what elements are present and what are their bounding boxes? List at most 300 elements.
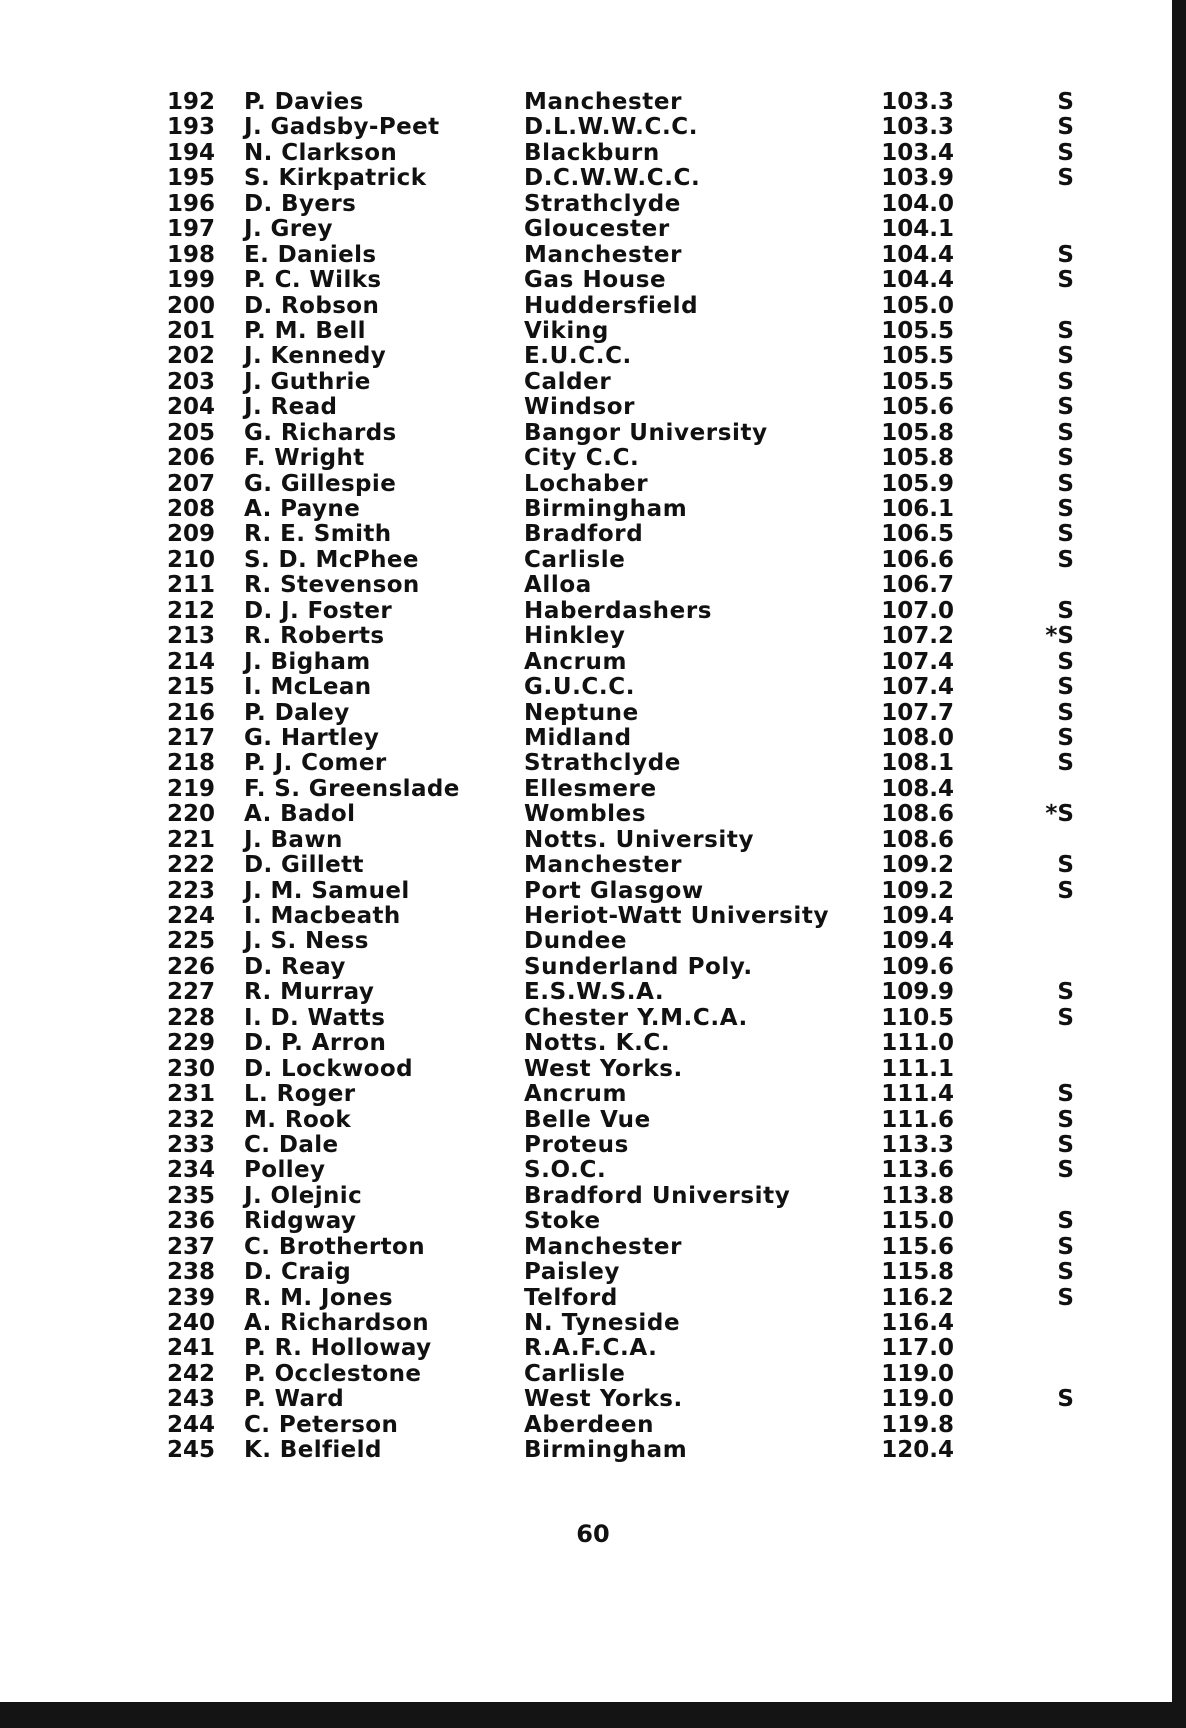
position-number: 205 (166, 419, 215, 446)
result-row (160, 1184, 1090, 1209)
result-time: 108.1 (881, 750, 954, 777)
result-mark: S (1057, 267, 1074, 294)
result-row (160, 929, 1090, 954)
competitor-name: D. Robson (244, 292, 380, 319)
result-row (160, 1362, 1090, 1387)
position-number: 192 (166, 89, 215, 115)
result-mark: S (1057, 165, 1074, 192)
result-time: 103.3 (881, 114, 954, 141)
position-number: 239 (166, 1284, 215, 1311)
result-time: 104.4 (881, 241, 954, 268)
result-mark: S (1057, 419, 1074, 446)
result-mark: S (1057, 114, 1074, 141)
result-row (160, 548, 1090, 573)
result-time: 103.4 (881, 139, 954, 166)
competitor-name: J. M. Samuel (244, 877, 410, 904)
competitor-name: C. Peterson (244, 1411, 399, 1438)
club-name: Dundee (524, 928, 628, 955)
result-row (160, 192, 1090, 217)
result-row (160, 777, 1090, 802)
club-name: Belle Vue (524, 1106, 651, 1133)
competitor-name: P. Daley (244, 699, 350, 726)
position-number: 241 (166, 1335, 215, 1362)
result-time: 113.8 (881, 1182, 954, 1209)
result-row (160, 1057, 1090, 1082)
result-mark: S (1057, 1157, 1074, 1184)
result-row (160, 1235, 1090, 1260)
result-row (160, 344, 1090, 369)
result-time: 105.0 (881, 292, 954, 319)
club-name: Proteus (524, 1131, 629, 1158)
competitor-name: J. Kennedy (244, 343, 387, 370)
result-time: 109.4 (881, 928, 954, 955)
position-number: 238 (166, 1259, 215, 1286)
result-row (160, 751, 1090, 776)
club-name: Viking (524, 317, 609, 344)
result-mark: S (1057, 368, 1074, 395)
result-row (160, 522, 1090, 547)
result-mark: S (1057, 648, 1074, 675)
result-row (160, 446, 1090, 471)
competitor-name: L. Roger (244, 1081, 356, 1108)
club-name: D.L.W.W.C.C. (524, 114, 699, 141)
club-name: Notts. University (524, 826, 755, 853)
result-row (160, 1311, 1090, 1336)
result-row (160, 1413, 1090, 1438)
position-number: 228 (166, 1004, 215, 1031)
result-mark: S (1057, 1106, 1074, 1133)
result-mark: S (1057, 674, 1074, 701)
result-row (160, 675, 1090, 700)
position-number: 199 (166, 267, 215, 294)
result-time: 116.2 (881, 1284, 954, 1311)
competitor-name: Ridgway (244, 1208, 357, 1235)
result-time: 105.9 (881, 470, 954, 497)
result-row (160, 294, 1090, 319)
club-name: Manchester (524, 89, 683, 115)
result-mark: S (1057, 1208, 1074, 1235)
competitor-name: M. Rook (244, 1106, 352, 1133)
position-number: 244 (166, 1411, 215, 1438)
result-row (160, 980, 1090, 1005)
club-name: Stoke (524, 1208, 601, 1235)
position-number: 231 (166, 1081, 215, 1108)
result-time: 104.0 (881, 190, 954, 217)
competitor-name: K. Belfield (244, 1437, 382, 1464)
club-name: Huddersfield (524, 292, 699, 319)
competitor-name: Polley (244, 1157, 326, 1184)
result-time: 103.9 (881, 165, 954, 192)
position-number: 225 (166, 928, 215, 955)
position-number: 232 (166, 1106, 215, 1133)
club-name: Birmingham (524, 496, 688, 522)
competitor-name: J. Bawn (244, 826, 343, 853)
competitor-name: D. Byers (244, 190, 357, 217)
club-name: N. Tyneside (524, 1310, 681, 1336)
competitor-name: E. Daniels (244, 241, 377, 268)
club-name: E.U.C.C. (524, 343, 632, 370)
result-row (160, 828, 1090, 853)
position-number: 235 (166, 1182, 215, 1209)
club-name: Blackburn (524, 139, 660, 166)
position-number: 218 (166, 750, 215, 777)
result-time: 105.5 (881, 343, 954, 370)
result-row (160, 421, 1090, 446)
scan-edge-bottom (0, 1702, 1186, 1728)
result-time: 108.6 (881, 801, 954, 828)
result-time: 119.0 (881, 1360, 954, 1387)
club-name: Midland (524, 724, 632, 751)
position-number: 202 (166, 343, 215, 370)
competitor-name: G. Richards (244, 419, 397, 446)
result-row (160, 1108, 1090, 1133)
club-name: Birmingham (524, 1437, 688, 1464)
position-number: 234 (166, 1157, 215, 1184)
position-number: 213 (166, 623, 215, 650)
club-name: Windsor (524, 394, 636, 421)
club-name: R.A.F.C.A. (524, 1335, 658, 1362)
position-number: 193 (166, 114, 215, 141)
result-time: 106.7 (881, 572, 954, 599)
results-list (160, 90, 1090, 1464)
result-mark: S (1057, 877, 1074, 904)
competitor-name: D. Lockwood (244, 1055, 413, 1082)
result-row (160, 1209, 1090, 1234)
result-time: 115.8 (881, 1259, 954, 1286)
position-number: 198 (166, 241, 215, 268)
result-row (160, 726, 1090, 751)
result-row (160, 1438, 1090, 1463)
competitor-name: D. Reay (244, 953, 346, 980)
result-mark: S (1057, 470, 1074, 497)
club-name: City C.C. (524, 445, 640, 472)
club-name: G.U.C.C. (524, 674, 636, 701)
club-name: Carlisle (524, 546, 626, 573)
result-time: 113.3 (881, 1131, 954, 1158)
position-number: 227 (166, 979, 215, 1006)
competitor-name: S. Kirkpatrick (244, 165, 427, 192)
result-time: 105.5 (881, 317, 954, 344)
club-name: D.C.W.W.C.C. (524, 165, 701, 192)
position-number: 216 (166, 699, 215, 726)
result-row (160, 1158, 1090, 1183)
position-number: 206 (166, 445, 215, 472)
result-mark: S (1057, 89, 1074, 115)
club-name: Heriot-Watt University (524, 903, 830, 929)
result-row (160, 853, 1090, 878)
result-row (160, 141, 1090, 166)
result-row (160, 497, 1090, 522)
position-number: 215 (166, 674, 215, 701)
competitor-name: J. Gadsby-Peet (244, 114, 440, 141)
position-number: 203 (166, 368, 215, 395)
result-time: 117.0 (881, 1335, 954, 1362)
position-number: 243 (166, 1386, 215, 1413)
competitor-name: A. Badol (244, 801, 356, 828)
result-time: 107.4 (881, 674, 954, 701)
result-row (160, 217, 1090, 242)
result-mark: S (1057, 750, 1074, 777)
competitor-name: C. Brotherton (244, 1233, 425, 1260)
position-number: 240 (166, 1310, 215, 1336)
result-row (160, 573, 1090, 598)
club-name: Bangor University (524, 419, 768, 446)
result-row (160, 115, 1090, 140)
position-number: 223 (166, 877, 215, 904)
result-mark: S (1057, 699, 1074, 726)
position-number: 222 (166, 852, 215, 879)
position-number: 194 (166, 139, 215, 166)
position-number: 214 (166, 648, 215, 675)
position-number: 221 (166, 826, 215, 853)
result-row (160, 955, 1090, 980)
result-mark: S (1057, 1284, 1074, 1311)
competitor-name: R. Murray (244, 979, 375, 1006)
club-name: Ellesmere (524, 775, 657, 802)
result-mark: S (1057, 724, 1074, 751)
competitor-name: D. P. Arron (244, 1030, 387, 1057)
result-row (160, 879, 1090, 904)
club-name: Paisley (524, 1259, 621, 1286)
club-name: Bradford University (524, 1182, 791, 1209)
competitor-name: P. C. Wilks (244, 267, 382, 294)
club-name: Gas House (524, 267, 667, 294)
result-mark: *S (1045, 801, 1074, 828)
result-mark: S (1057, 343, 1074, 370)
competitor-name: P. R. Holloway (244, 1335, 432, 1362)
position-number: 204 (166, 394, 215, 421)
result-mark: S (1057, 1386, 1074, 1413)
club-name: Hinkley (524, 623, 626, 650)
position-number: 217 (166, 724, 215, 751)
position-number: 212 (166, 597, 215, 624)
competitor-name: A. Richardson (244, 1310, 429, 1336)
competitor-name: G. Hartley (244, 724, 380, 751)
position-number: 207 (166, 470, 215, 497)
result-mark: S (1057, 241, 1074, 268)
position-number: 230 (166, 1055, 215, 1082)
result-row (160, 370, 1090, 395)
club-name: Neptune (524, 699, 639, 726)
result-mark: S (1057, 546, 1074, 573)
competitor-name: R. Stevenson (244, 572, 420, 599)
result-mark: S (1057, 852, 1074, 879)
club-name: Manchester (524, 1233, 683, 1260)
result-row (160, 268, 1090, 293)
club-name: Strathclyde (524, 190, 681, 217)
result-time: 109.9 (881, 979, 954, 1006)
competitor-name: R. M. Jones (244, 1284, 393, 1311)
result-row (160, 1006, 1090, 1031)
position-number: 220 (166, 801, 215, 828)
position-number: 197 (166, 216, 215, 243)
result-row (160, 1260, 1090, 1285)
club-name: Telford (524, 1284, 618, 1311)
club-name: Manchester (524, 241, 683, 268)
competitor-name: I. McLean (244, 674, 372, 701)
club-name: Wombles (524, 801, 647, 828)
club-name: Manchester (524, 852, 683, 879)
result-mark: S (1057, 394, 1074, 421)
result-time: 111.4 (881, 1081, 954, 1108)
result-row (160, 1387, 1090, 1412)
position-number: 201 (166, 317, 215, 344)
club-name: Alloa (524, 572, 592, 599)
result-row (160, 472, 1090, 497)
result-row (160, 624, 1090, 649)
club-name: S.O.C. (524, 1157, 607, 1184)
result-time: 113.6 (881, 1157, 954, 1184)
position-number: 245 (166, 1437, 215, 1464)
position-number: 209 (166, 521, 215, 548)
result-time: 104.1 (881, 216, 954, 243)
result-time: 120.4 (881, 1437, 954, 1464)
competitor-name: S. D. McPhee (244, 546, 419, 573)
competitor-name: R. Roberts (244, 623, 385, 650)
position-number: 229 (166, 1030, 215, 1057)
club-name: West Yorks. (524, 1386, 683, 1413)
result-time: 103.3 (881, 89, 954, 115)
result-mark: S (1057, 521, 1074, 548)
result-row (160, 1082, 1090, 1107)
competitor-name: I. Macbeath (244, 903, 401, 929)
competitor-name: J. S. Ness (244, 928, 369, 955)
competitor-name: P. Davies (244, 89, 364, 115)
result-mark: S (1057, 139, 1074, 166)
club-name: Haberdashers (524, 597, 713, 624)
position-number: 233 (166, 1131, 215, 1158)
result-time: 110.5 (881, 1004, 954, 1031)
position-number: 224 (166, 903, 215, 929)
position-number: 208 (166, 496, 215, 522)
result-row (160, 1286, 1090, 1311)
competitor-name: I. D. Watts (244, 1004, 386, 1031)
result-mark: S (1057, 1081, 1074, 1108)
result-row (160, 1133, 1090, 1158)
position-number: 211 (166, 572, 215, 599)
result-time: 109.6 (881, 953, 954, 980)
position-number: 210 (166, 546, 215, 573)
result-time: 105.8 (881, 445, 954, 472)
result-row (160, 802, 1090, 827)
club-name: Notts. K.C. (524, 1030, 671, 1057)
result-row (160, 1336, 1090, 1361)
position-number: 237 (166, 1233, 215, 1260)
result-time: 106.1 (881, 496, 954, 522)
competitor-name: J. Grey (244, 216, 333, 243)
result-mark: S (1057, 445, 1074, 472)
result-row (160, 599, 1090, 624)
club-name: E.S.W.S.A. (524, 979, 665, 1006)
position-number: 242 (166, 1360, 215, 1387)
result-time: 109.4 (881, 903, 954, 929)
competitor-name: C. Dale (244, 1131, 339, 1158)
competitor-name: G. Gillespie (244, 470, 397, 497)
club-name: Port Glasgow (524, 877, 704, 904)
result-row (160, 319, 1090, 344)
competitor-name: F. Wright (244, 445, 365, 472)
club-name: Aberdeen (524, 1411, 655, 1438)
page-number: 60 (576, 1520, 610, 1548)
competitor-name: P. M. Bell (244, 317, 366, 344)
position-number: 236 (166, 1208, 215, 1235)
result-row (160, 650, 1090, 675)
competitor-name: P. Occlestone (244, 1360, 422, 1387)
result-time: 105.5 (881, 368, 954, 395)
club-name: Calder (524, 368, 612, 395)
result-time: 107.4 (881, 648, 954, 675)
result-mark: S (1057, 317, 1074, 344)
result-row (160, 1031, 1090, 1056)
club-name: Sunderland Poly. (524, 953, 753, 980)
club-name: Strathclyde (524, 750, 681, 777)
result-time: 111.1 (881, 1055, 954, 1082)
result-time: 115.6 (881, 1233, 954, 1260)
result-time: 119.8 (881, 1411, 954, 1438)
position-number: 219 (166, 775, 215, 802)
competitor-name: R. E. Smith (244, 521, 392, 548)
result-time: 119.0 (881, 1386, 954, 1413)
result-time: 108.0 (881, 724, 954, 751)
result-time: 106.6 (881, 546, 954, 573)
result-time: 109.2 (881, 877, 954, 904)
club-name: West Yorks. (524, 1055, 683, 1082)
result-time: 115.0 (881, 1208, 954, 1235)
result-mark: S (1057, 597, 1074, 624)
result-row (160, 904, 1090, 929)
result-time: 107.7 (881, 699, 954, 726)
result-time: 116.4 (881, 1310, 954, 1336)
result-mark: S (1057, 496, 1074, 522)
result-time: 111.6 (881, 1106, 954, 1133)
result-row (160, 701, 1090, 726)
result-mark: S (1057, 1233, 1074, 1260)
competitor-name: P. Ward (244, 1386, 345, 1413)
position-number: 200 (166, 292, 215, 319)
competitor-name: N. Clarkson (244, 139, 398, 166)
scan-edge-right (1172, 0, 1186, 1728)
result-time: 111.0 (881, 1030, 954, 1057)
competitor-name: J. Read (244, 394, 338, 421)
club-name: Bradford (524, 521, 644, 548)
result-time: 108.4 (881, 775, 954, 802)
result-time: 105.6 (881, 394, 954, 421)
competitor-name: F. S. Greenslade (244, 775, 460, 802)
result-time: 108.6 (881, 826, 954, 853)
club-name: Chester Y.M.C.A. (524, 1004, 748, 1031)
result-row (160, 166, 1090, 191)
result-time: 104.4 (881, 267, 954, 294)
result-mark: S (1057, 1259, 1074, 1286)
club-name: Ancrum (524, 1081, 628, 1108)
competitor-name: P. J. Comer (244, 750, 387, 777)
result-mark: *S (1045, 623, 1074, 650)
result-time: 105.8 (881, 419, 954, 446)
club-name: Carlisle (524, 1360, 626, 1387)
result-row (160, 90, 1090, 115)
result-mark: S (1057, 1131, 1074, 1158)
result-row (160, 395, 1090, 420)
competitor-name: D. Gillett (244, 852, 364, 879)
result-time: 107.2 (881, 623, 954, 650)
result-mark: S (1057, 979, 1074, 1006)
competitor-name: J. Bigham (244, 648, 371, 675)
club-name: Gloucester (524, 216, 670, 243)
position-number: 226 (166, 953, 215, 980)
club-name: Ancrum (524, 648, 628, 675)
result-time: 106.5 (881, 521, 954, 548)
position-number: 195 (166, 165, 215, 192)
